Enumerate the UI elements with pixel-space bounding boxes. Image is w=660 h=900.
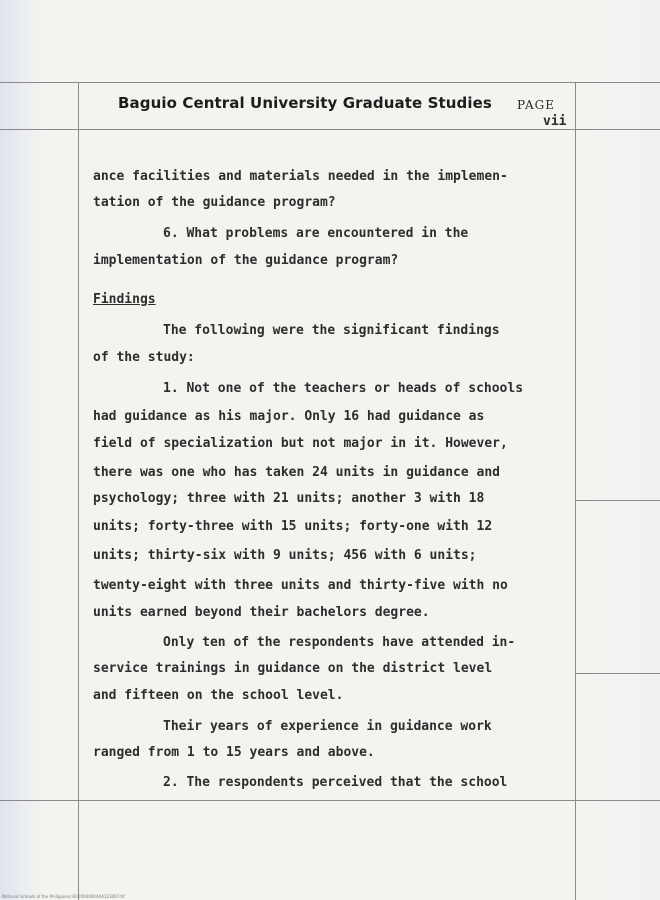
body-line: 2. The respondents perceived that the school: [163, 775, 508, 790]
body-line: Their years of experience in guidance work: [163, 719, 492, 734]
page-label: PAGE: [517, 98, 555, 112]
body-line: had guidance as his major. Only 16 had guidance as: [93, 409, 485, 424]
body-line: there was one who has taken 24 units in guidance and: [93, 465, 500, 480]
body-line: The following were the significant findings: [163, 323, 500, 338]
body-line: twenty-eight with three units and thirty-five with no: [93, 578, 508, 593]
body-line: of the study:: [93, 350, 195, 365]
right-rule-2: [575, 673, 660, 674]
right-rule-1: [575, 500, 660, 501]
body-line: 6. What problems are encountered in the: [163, 226, 469, 241]
right-margin-line: [575, 82, 576, 900]
body-line: units; forty-three with 15 units; forty-one with 12: [93, 519, 493, 534]
header-rule: [0, 129, 660, 130]
body-line: service trainings in guidance on the district level: [93, 661, 493, 676]
body-line: units earned beyond their bachelors degree.: [93, 605, 430, 620]
body-line: Only ten of the respondents have attended in-: [163, 635, 516, 650]
body-line: and fifteen on the school level.: [93, 688, 344, 703]
page-number: vii: [543, 114, 567, 129]
scan-footer-caption: National Schools of the Philippines BU05000044AA123007.tif: [2, 894, 125, 899]
body-line: implementation of the guidance program?: [93, 253, 399, 268]
section-heading-findings: Findings: [93, 292, 156, 307]
document-header-title: Baguio Central University Graduate Studies: [118, 94, 492, 112]
body-line: ance facilities and materials needed in the implemen-: [93, 169, 508, 184]
bottom-rule: [0, 800, 660, 801]
body-line: psychology; three with 21 units; another 3 with 18: [93, 491, 485, 506]
body-line: ranged from 1 to 15 years and above.: [93, 745, 375, 760]
body-line: 1. Not one of the teachers or heads of schools: [163, 381, 524, 396]
scan-right-edge: [580, 0, 660, 900]
body-line: units; thirty-six with 9 units; 456 with 6 units;: [93, 548, 477, 563]
scan-left-edge: [0, 0, 42, 900]
body-line: field of specialization but not major in it. However,: [93, 436, 508, 451]
body-line: tation of the guidance program?: [93, 195, 336, 210]
top-rule: [0, 82, 660, 83]
left-margin-line: [78, 82, 79, 900]
